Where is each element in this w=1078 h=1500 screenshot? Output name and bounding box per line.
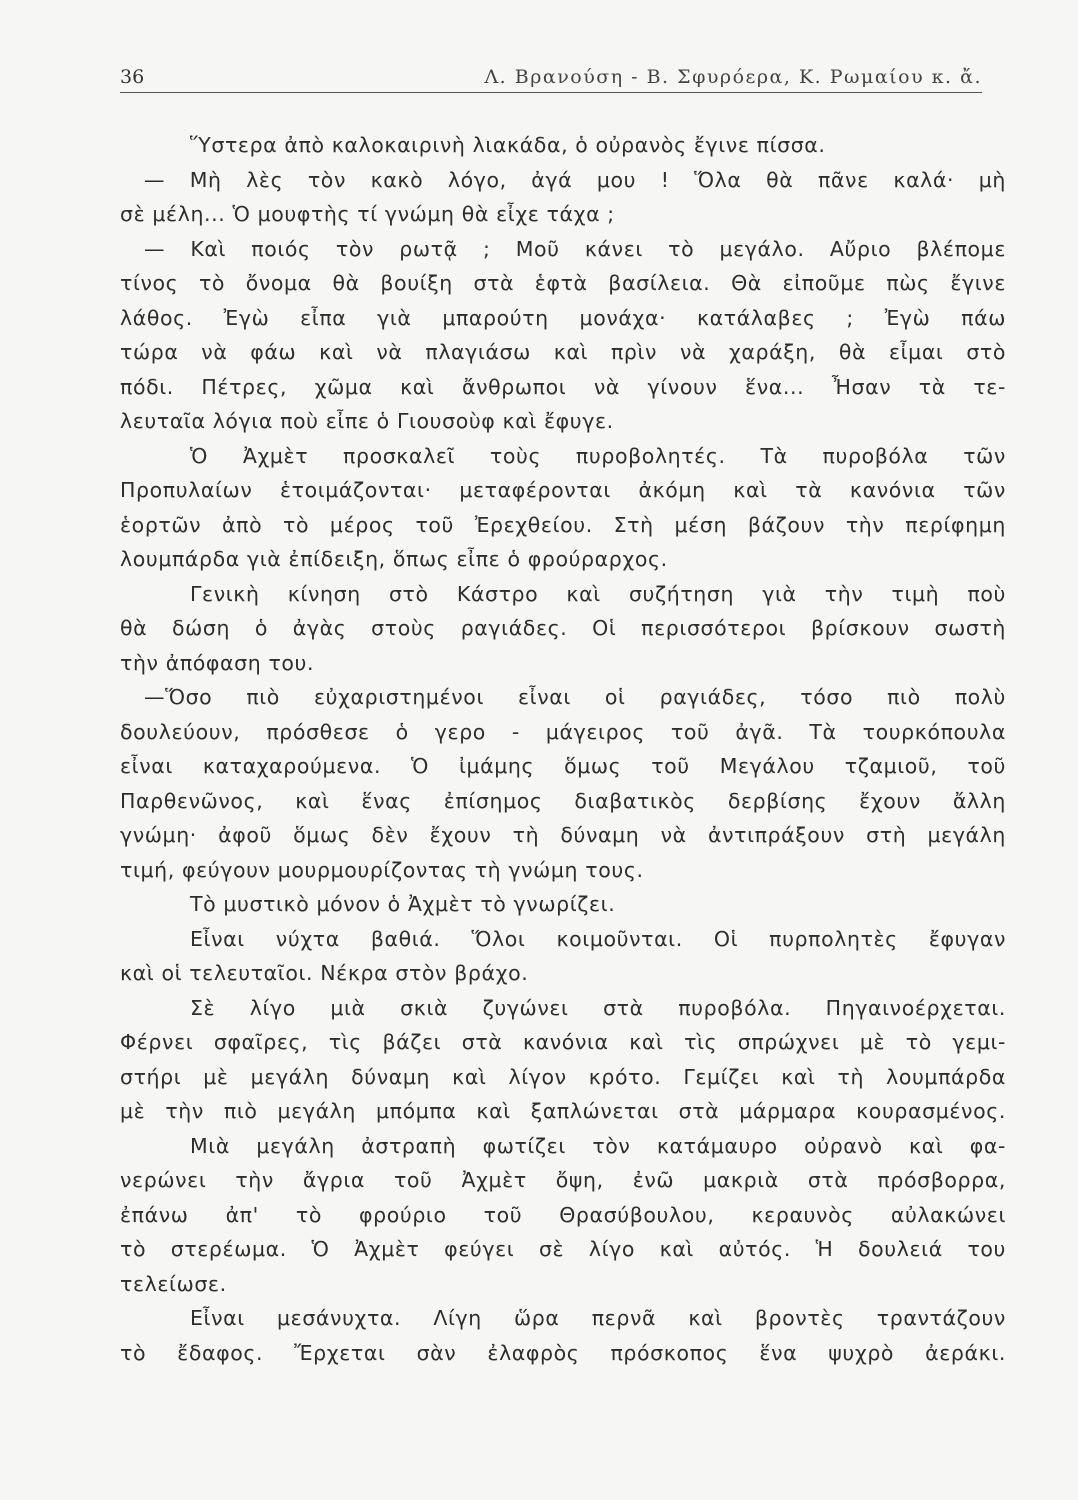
text-line: ἐπάνω ἀπ' τὸ φρούριο τοῦ Θρασύβουλου, κεραυνὸς αὐλακώνει <box>120 1202 1006 1227</box>
text-line: Παρθενῶνος, καὶ ἕνας ἐπίσημος διαβατικὸς δερβίσης ἔχουν ἄλλη <box>120 788 1006 813</box>
text-line: ἑορτῶν ἀπὸ τὸ μέρος τοῦ Ἐρεχθείου. Στὴ μέση βάζουν τὴν περίφημη <box>120 512 1006 537</box>
text-line: — Μὴ λὲς τὸν κακὸ λόγο, ἀγά μου ! Ὅλα θὰ πᾶνε καλά· μὴ <box>144 167 1006 192</box>
text-line: σὲ μέλη... Ὁ μουφτὴς τί γνώμη θὰ εἶχε τάχα ; <box>120 202 615 226</box>
text-line: θὰ δώση ὁ ἀγὰς στοὺς ραγιάδες. Οἱ περισσότεροι βρίσκουν σωστὴ <box>120 616 1006 640</box>
text-line: τώρα νὰ φάω καὶ νὰ πλαγιάσω καὶ πρὶν νὰ χαράξη, θὰ εἶμαι στὸ <box>120 340 1006 364</box>
text-line: Εἶναι νύχτα βαθιά. Ὅλοι κοιμοῦνται. Οἱ πυρπολητὲς ἔφυγαν <box>190 926 1006 951</box>
text-line: τὸ ἔδαφος. Ἔρχεται σὰν ἐλαφρὸς πρόσκοπος ἕνα ψυχρὸ ἀεράκι. <box>120 1340 1006 1365</box>
text-line: τελείωσε. <box>120 1271 227 1296</box>
text-line: τὴν ἀπόφαση του. <box>120 650 315 675</box>
running-head: Λ. Βρανούση - Β. Σφυρόερα, Κ. Ρωμαίου κ. ἄ. <box>484 66 982 88</box>
text-line: εἶναι καταχαρούμενα. Ὁ ἰμάμης ὅμως τοῦ Μεγάλου τζαμιοῦ, τοῦ <box>120 754 1006 778</box>
text-line: Εἶναι μεσάνυχτα. Λίγη ὥρα περνᾶ καὶ βροντὲς τραντάζουν <box>190 1306 1006 1330</box>
body-text <box>120 128 1006 1370</box>
text-line: Φέρνει σφαῖρες, τὶς βάζει στὰ κανόνια καὶ τὶς σπρώχνει μὲ τὸ γεμι- <box>120 1030 1006 1054</box>
text-line: —Ὅσο πιὸ εὐχαριστημένοι εἶναι οἱ ραγιάδες, τόσο πιὸ πολὺ <box>144 685 1006 709</box>
text-line: μὲ τὴν πιὸ μεγάλη μπόμπα καὶ ξαπλώνεται στὰ μάρμαρα κουρασμένος. <box>120 1099 1006 1123</box>
text-line: δουλεύουν, πρόσθεσε ὁ γερο - μάγειρος τοῦ ἀγᾶ. Τὰ τουρκόπουλα <box>120 719 1006 744</box>
text-line: νερώνει τὴν ἄγρια τοῦ Ἀχμὲτ ὄψη, ἐνῶ μακριὰ στὰ πρόσβορρα, <box>120 1168 1006 1192</box>
text-line: Ὁ Ἀχμὲτ προσκαλεῖ τοὺς πυροβολητές. Τὰ πυροβόλα τῶν <box>190 443 1006 468</box>
text-line: λευταῖα λόγια ποὺ εἶπε ὁ Γιουσοὺφ καὶ ἔφυγε. <box>120 409 614 433</box>
text-line: γνώμη· ἀφοῦ ὅμως δὲν ἔχουν τὴ δύναμη νὰ ἀντιπράξουν στὴ μεγάλη <box>120 823 1006 847</box>
text-line: Προπυλαίων ἑτοιμάζονται· μεταφέρονται ἀκόμη καὶ τὰ κανόνια τῶν <box>120 478 1006 502</box>
page-header <box>120 58 982 93</box>
text-line: Γενικὴ κίνηση στὸ Κάστρο καὶ συζήτηση γιὰ τὴν τιμὴ ποὺ <box>190 581 1006 606</box>
text-line: — Καὶ ποιός τὸν ρωτᾷ ; Μοῦ κάνει τὸ μεγάλο. Αὔριο βλέπομε <box>144 236 1006 261</box>
text-line: Σὲ λίγο μιὰ σκιὰ ζυγώνει στὰ πυροβόλα. Πηγαινοέρχεται. <box>190 995 1006 1020</box>
text-line: Τὸ μυστικὸ μόνον ὁ Ἀχμὲτ τὸ γνωρίζει. <box>190 892 616 916</box>
text-line: στήρι μὲ μεγάλη δύναμη καὶ λίγον κρότο. Γεμίζει καὶ τὴ λουμπάρδα <box>120 1064 1006 1089</box>
text-line: τιμή, φεύγουν μουρμουρίζοντας τὴ γνώμη τους. <box>120 857 644 882</box>
text-line: τὸ στερέωμα. Ὁ Ἀχμὲτ φεύγει σὲ λίγο καὶ αὐτός. Ἡ δουλειά του <box>120 1237 1006 1261</box>
text-line: λουμπάρδα γιὰ ἐπίδειξη, ὅπως εἶπε ὁ φρούραρχος. <box>120 547 668 571</box>
text-line: πόδι. Πέτρες, χῶμα καὶ ἄνθρωποι νὰ γίνουν ἕνα... Ἦσαν τὰ τε- <box>120 374 1006 399</box>
text-line: καὶ οἱ τελευταῖοι. Νέκρα στὸν βράχο. <box>120 961 529 985</box>
page-number: 36 <box>120 66 145 88</box>
text-line: τίνος τὸ ὄνομα θὰ βουίξη στὰ ἑφτὰ βασίλεια. Θὰ εἰποῦμε πὼς ἔγινε <box>120 271 1006 295</box>
text-line: Μιὰ μεγάλη ἀστραπὴ φωτίζει τὸν κατάμαυρο οὐρανὸ καὶ φα- <box>190 1133 1006 1158</box>
text-line: λάθος. Ἐγὼ εἶπα γιὰ μπαρούτη μονάχα· κατάλαβες ; Ἐγὼ πάω <box>120 305 1006 330</box>
text-line: Ὕστερα ἀπὸ καλοκαιρινὴ λιακάδα, ὁ οὐρανὸς ἔγινε πίσσα. <box>190 133 826 157</box>
